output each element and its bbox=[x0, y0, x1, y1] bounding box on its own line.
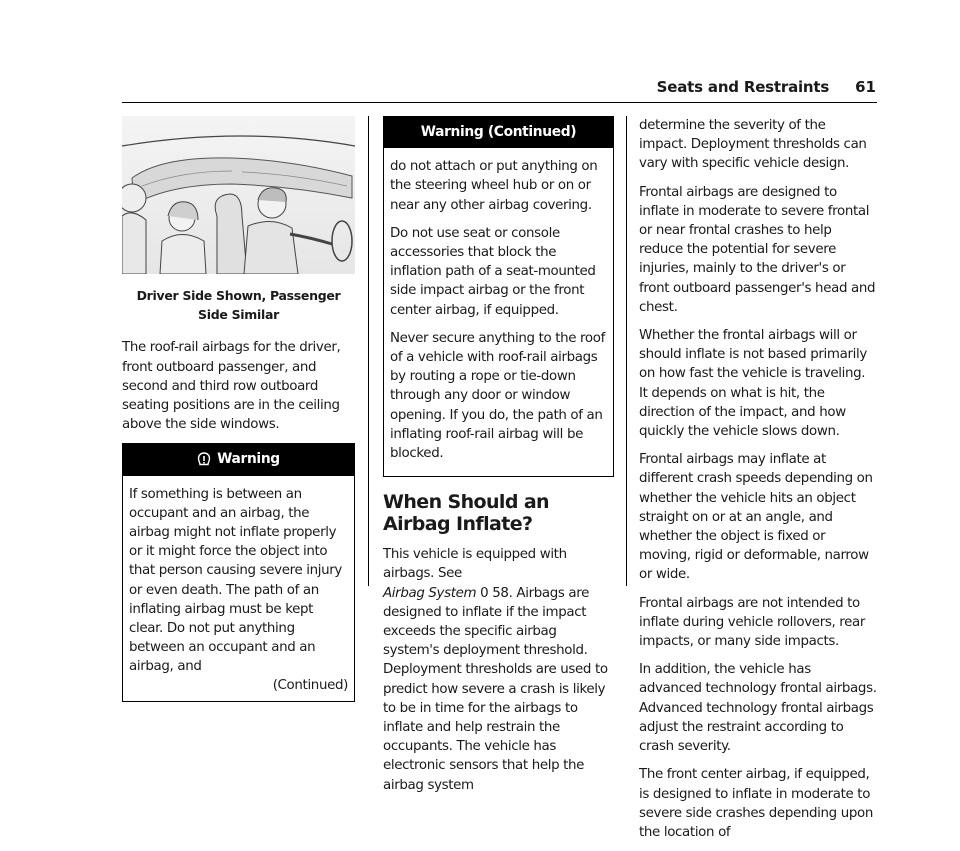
continued-label: (Continued) bbox=[272, 677, 348, 693]
body-paragraph: Whether the frontal airbags will or should inflate is not based primarily on how fast the vehicle is traveling. It depends on what is hit, the direction of the impact, and how quickly the vehicle slows down. bbox=[639, 328, 867, 440]
body-paragraph: Frontal airbags are not intended to inflate during vehicle rollovers, rear impacts, or many side impacts. bbox=[639, 595, 866, 650]
warning-continued-header: Warning (Continued) bbox=[384, 117, 613, 148]
column-divider bbox=[368, 116, 369, 586]
section-heading: When Should an Airbag Inflate? bbox=[383, 491, 549, 536]
body-text: . Airbags are designed to inflate if the impact exceeds the specific airbag system's deployment threshold. Deployment thresholds are used to predict how severe a crash is likely to be in time for the airbags to inflate and help restrain the occupants. The vehicle has electronic sensors that help the airbag system bbox=[383, 585, 608, 793]
column-1 bbox=[122, 116, 355, 702]
column-3 bbox=[639, 116, 877, 851]
warning-paragraph: Do not use seat or console accessories that block the inflation path of a seat-mounted side impact airbag or the front center airbag, if equipped. bbox=[390, 225, 596, 318]
body-paragraph: The roof-rail airbags for the driver, front outboard passenger, and second and third row outboard seating positions are in the ceiling above the side windows. bbox=[122, 340, 341, 433]
section-title: Seats and Restraints bbox=[656, 78, 830, 96]
column-2 bbox=[383, 116, 614, 804]
header-rule bbox=[122, 102, 877, 103]
running-header bbox=[657, 78, 876, 96]
body-paragraph: determine the severity of the impact. Deployment thresholds can vary with specific vehicle design. bbox=[639, 118, 867, 172]
column-divider bbox=[626, 116, 627, 586]
cross-reference-link[interactable]: Airbag System bbox=[383, 585, 477, 601]
warning-paragraph: do not attach or put anything on the steering wheel hub or on or near any other airbag covering. bbox=[390, 159, 598, 213]
occupants-illustration bbox=[122, 116, 355, 274]
body-paragraph: In addition, the vehicle has advanced technology frontal airbags. Advanced technology frontal airbags adjust the restraint according to crash severity. bbox=[639, 662, 877, 755]
warning-box bbox=[122, 443, 355, 701]
body-paragraph: Frontal airbags may inflate at different crash speeds depending on whether the vehicle hits an object straight on or at an angle, and whether the object is fixed or moving, rigid or deformable, narrow or wide. bbox=[639, 452, 873, 583]
warning-icon bbox=[197, 452, 211, 468]
warning-paragraph: Never secure anything to the roof of a vehicle with roof-rail airbags by routing a rope or tie-down through any door or window opening. If you do, the path of an inflating roof-rail airbag will be blocked. bbox=[390, 330, 605, 462]
body-paragraph: The front center airbag, if equipped, is designed to inflate in moderate to severe side crashes depending upon the location of bbox=[639, 767, 873, 840]
warning-body bbox=[123, 476, 354, 701]
warning-header bbox=[123, 444, 354, 475]
warning-continued-box bbox=[383, 116, 614, 477]
body-paragraph: Frontal airbags are designed to inflate in moderate to severe frontal or near frontal crashes to help reduce the potential for severe injuries, mainly to the driver's or front outboard passenger's head and chest. bbox=[639, 184, 876, 315]
warning-continued-body bbox=[384, 148, 613, 476]
warning-text: If something is between an occupant and an airbag, the airbag might not inflate properly or it might force the object into that person causing severe injury or even death. The path of an inflating airbag must be kept clear. Do not put anything between an occupant and an airbag, and bbox=[129, 486, 342, 675]
body-paragraph bbox=[383, 545, 614, 795]
warning-title: Warning bbox=[217, 451, 280, 468]
page-reference[interactable]: 0 58 bbox=[480, 585, 509, 601]
figure-caption: Driver Side Shown, Passenger Side Similar bbox=[136, 288, 341, 323]
page-number: 61 bbox=[855, 78, 876, 96]
body-text: This vehicle is equipped with airbags. See bbox=[383, 547, 567, 582]
airbag-illustration bbox=[122, 116, 355, 274]
